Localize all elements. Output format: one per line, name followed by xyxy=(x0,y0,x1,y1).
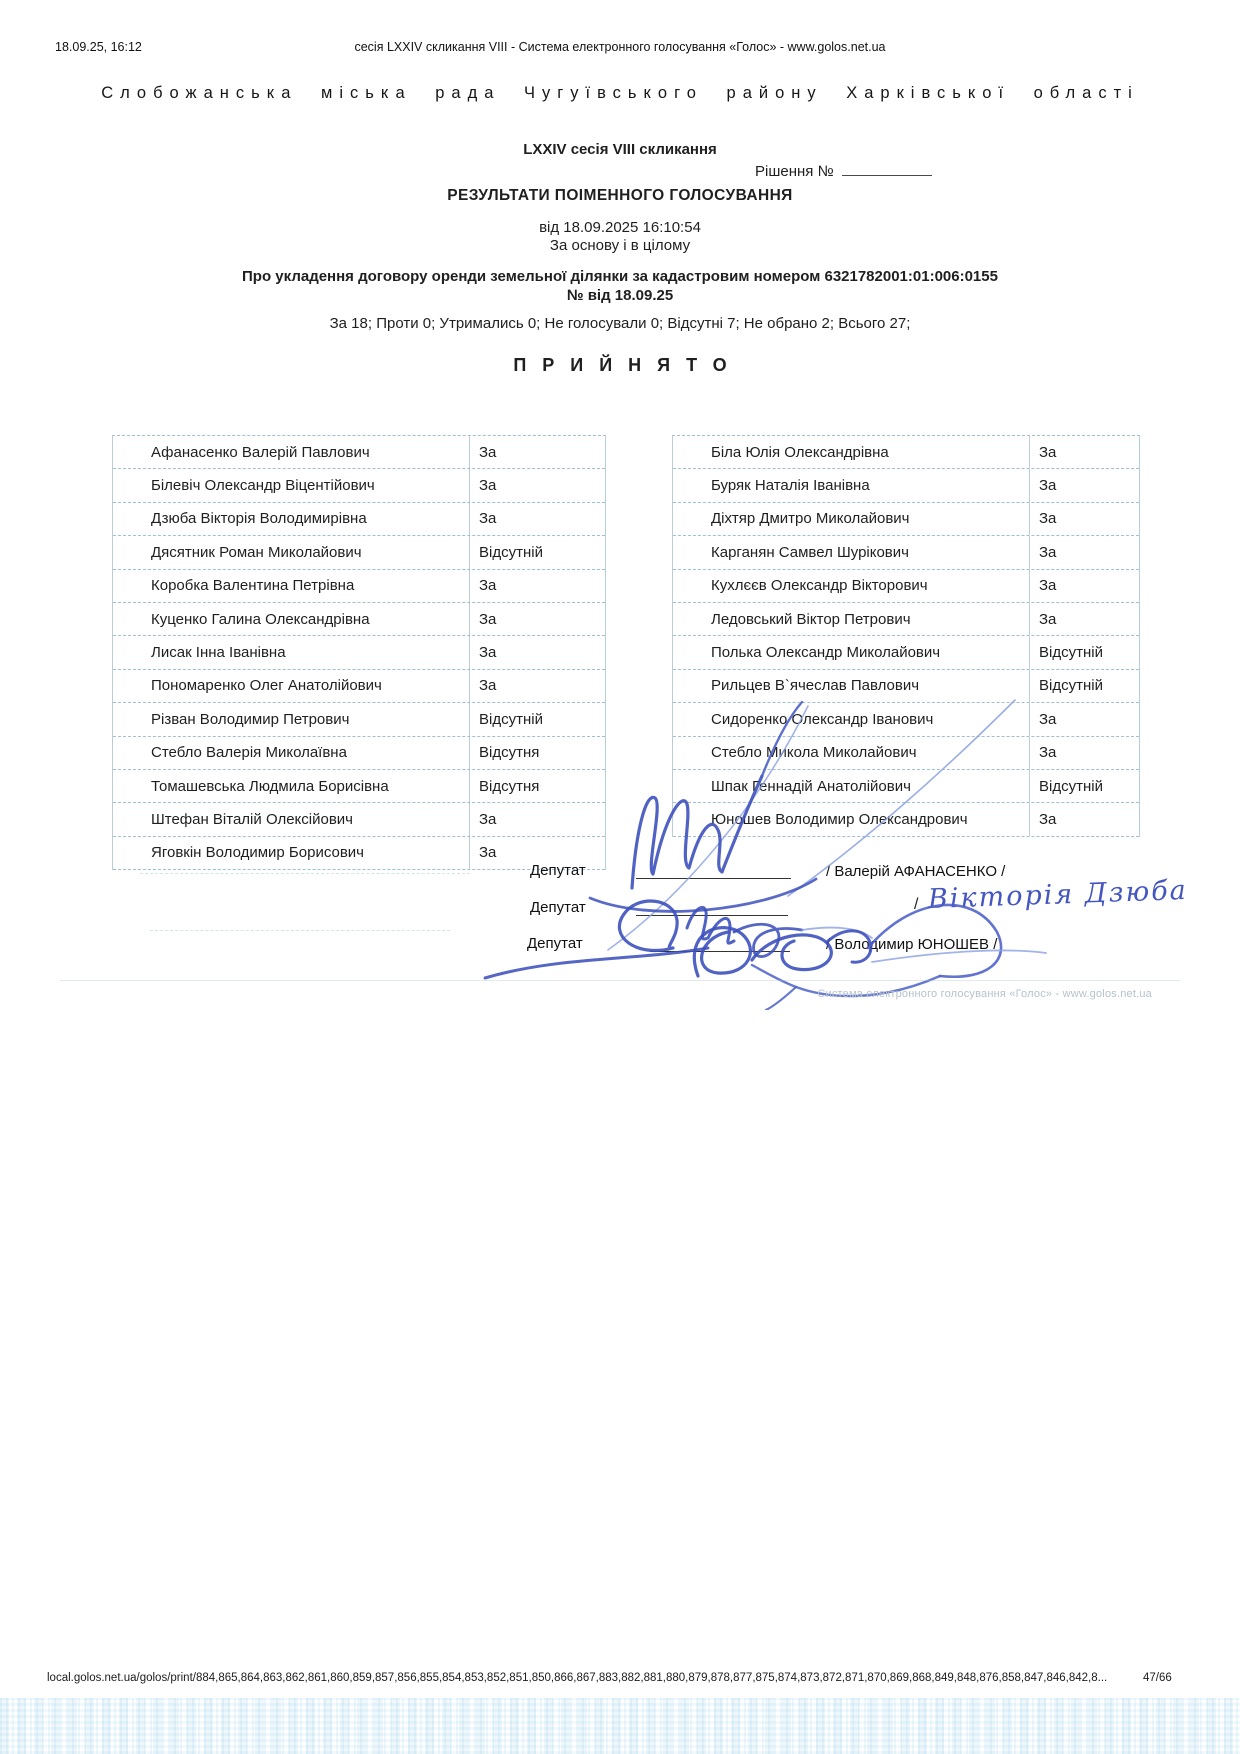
deputy-vote: За xyxy=(479,443,497,461)
signature-line-1 xyxy=(636,877,791,879)
deputy-vote: За xyxy=(479,844,497,862)
footer-page-number: 47/66 xyxy=(1143,1672,1172,1684)
deputy-vote: За xyxy=(1039,710,1057,728)
signature-line-3 xyxy=(650,950,790,952)
deputy-vote: Відсутній xyxy=(1039,777,1103,795)
deputy-vote: За xyxy=(479,510,497,528)
deputy-vote: За xyxy=(479,644,497,662)
document-title: РЕЗУЛЬТАТИ ПОІМЕННОГО ГОЛОСУВАННЯ xyxy=(447,187,793,204)
scan-artifact-line xyxy=(60,980,1180,981)
table-row xyxy=(113,770,605,803)
vote-table-left xyxy=(112,435,606,870)
print-datetime: 18.09.25, 16:12 xyxy=(55,40,142,54)
deputy-name: Лисак Інна Іванівна xyxy=(113,636,470,668)
vote-subject: Про укладення договору оренди земельної ділянки за кадастровим номером 6321782001:01:006:0155 xyxy=(242,268,998,285)
deputy-name: Афанасенко Валерій Павлович xyxy=(113,436,470,468)
vote-totals: За 18; Проти 0; Утримались 0; Не голосували 0; Відсутні 7; Не обрано 2; Всього 27; xyxy=(329,315,911,332)
table-row xyxy=(113,570,605,603)
deputy-name: Діхтяр Дмитро Миколайович xyxy=(673,503,1030,535)
deputy-signature-name-3: / Володимир ЮНОШЕВ / xyxy=(826,936,998,953)
table-row xyxy=(113,436,605,469)
decision-label: Рішення № xyxy=(755,163,834,180)
deputy-name: Карганян Самвел Шурікович xyxy=(673,536,1030,568)
table-row xyxy=(673,570,1139,603)
table-row xyxy=(113,737,605,770)
table-row xyxy=(673,803,1139,836)
table-row xyxy=(113,603,605,636)
vote-table-right xyxy=(672,435,1140,837)
deputy-name: Томашевська Людмила Борисівна xyxy=(113,770,470,802)
scan-artifact-line xyxy=(140,873,470,874)
handwritten-name: Вікторія Дзюба xyxy=(927,874,1189,915)
deputy-vote: За xyxy=(1039,510,1057,528)
deputy-vote: Відсутня xyxy=(479,744,540,762)
table-row xyxy=(113,469,605,502)
deputy-vote: За xyxy=(1039,810,1057,828)
table-row xyxy=(113,503,605,536)
deputy-vote: За xyxy=(479,810,497,828)
deputy-name: Дзюба Вікторія Володимирівна xyxy=(113,503,470,535)
deputy-vote: За xyxy=(479,577,497,595)
deputy-name: Куценко Галина Олександрівна xyxy=(113,603,470,635)
deputy-vote: Відсутня xyxy=(479,777,540,795)
deputy-vote: За xyxy=(1039,744,1057,762)
deputy-name: Білевіч Олександр Віцентійович xyxy=(113,469,470,501)
deputy-vote: За xyxy=(1039,577,1057,595)
decision-number-line xyxy=(755,161,932,180)
deputy-name: Рильцев В`ячеслав Павлович xyxy=(673,670,1030,702)
deputy-name: Біла Юлія Олександрівна xyxy=(673,436,1030,468)
table-row xyxy=(673,737,1139,770)
table-row xyxy=(113,636,605,669)
deputy-signature-label-1: Депутат xyxy=(530,862,586,879)
vote-stage: За основу і в цілому xyxy=(549,237,691,254)
watermark-text: Система електронного голосування «Голос» - www.golos.net.ua xyxy=(817,988,1152,1000)
deputy-vote: За xyxy=(479,610,497,628)
deputy-name: Дясятник Роман Миколайович xyxy=(113,536,470,568)
table-row xyxy=(673,436,1139,469)
deputy-name: Шпак Геннадій Анатолійович xyxy=(673,770,1030,802)
vote-subject-number: № від 18.09.25 xyxy=(566,287,674,304)
deputy-vote: За xyxy=(1039,610,1057,628)
table-row xyxy=(673,503,1139,536)
deputy-vote: Відсутній xyxy=(479,710,543,728)
council-name: Слобожанська міська рада Чугуївського району Харківської області xyxy=(101,84,1139,102)
vote-result: ПРИЙНЯТО xyxy=(513,355,743,375)
vote-datetime: від 18.09.2025 16:10:54 xyxy=(539,219,701,236)
deputy-name: Кухлєєв Олександр Вікторович xyxy=(673,570,1030,602)
deputy-vote: Відсутній xyxy=(479,543,543,561)
table-row xyxy=(673,770,1139,803)
print-header-title: сесія LXXIV скликання VIII - Система електронного голосування «Голос» - www.golos.net.ua xyxy=(354,40,886,54)
table-row xyxy=(113,803,605,836)
scan-artifact-line xyxy=(150,930,450,931)
footer-url: local.golos.net.ua/golos/print/884,865,864,863,862,861,860,859,857,856,855,854,853,852,851,850,866,867,883,882,881,880,879,878,877,875,874,873,872,871,870,869,868,849,848,876,858,847,846,842,8... xyxy=(47,1672,1108,1684)
deputy-name: Сидоренко Олександр Іванович xyxy=(673,703,1030,735)
table-row xyxy=(673,603,1139,636)
deputy-vote: Відсутній xyxy=(1039,644,1103,662)
table-row xyxy=(673,636,1139,669)
deputy-name: Штефан Віталій Олексійович xyxy=(113,803,470,835)
table-row xyxy=(673,536,1139,569)
session-title: LXXIV сесія VIII скликання xyxy=(523,141,717,158)
deputy-name: Яговкін Володимир Борисович xyxy=(113,837,470,869)
table-row xyxy=(113,670,605,703)
deputy-vote: За xyxy=(479,677,497,695)
handwritten-name-slash: / xyxy=(914,896,919,913)
decision-number-blank xyxy=(842,161,932,176)
table-row xyxy=(113,536,605,569)
deputy-name: Різван Володимир Петрович xyxy=(113,703,470,735)
deputy-vote: За xyxy=(1039,543,1057,561)
deputy-name: Стебло Валерія Миколаївна xyxy=(113,737,470,769)
deputy-name: Коробка Валентина Петрівна xyxy=(113,570,470,602)
deputy-name: Стебло Микола Миколайович xyxy=(673,737,1030,769)
deputy-vote: За xyxy=(479,477,497,495)
deputy-vote: За xyxy=(1039,477,1057,495)
deputy-name: Полька Олександр Миколайович xyxy=(673,636,1030,668)
table-row xyxy=(113,703,605,736)
table-row xyxy=(673,670,1139,703)
deputy-name: Пономаренко Олег Анатолійович xyxy=(113,670,470,702)
deputy-signature-label-2: Депутат xyxy=(530,899,586,916)
deputy-name: Юношев Володимир Олександрович xyxy=(673,803,1030,835)
deputy-signature-name-1: / Валерій АФАНАСЕНКО / xyxy=(826,863,1006,880)
table-row xyxy=(673,469,1139,502)
deputy-signature-label-3: Депутат xyxy=(527,935,583,952)
signature-line-2 xyxy=(636,914,788,916)
deputy-name: Буряк Наталія Іванівна xyxy=(673,469,1030,501)
deputy-vote: За xyxy=(1039,443,1057,461)
deputy-name: Ледовський Віктор Петрович xyxy=(673,603,1030,635)
table-row xyxy=(673,703,1139,736)
deputy-vote: Відсутній xyxy=(1039,677,1103,695)
scan-noise-band xyxy=(0,1698,1240,1754)
